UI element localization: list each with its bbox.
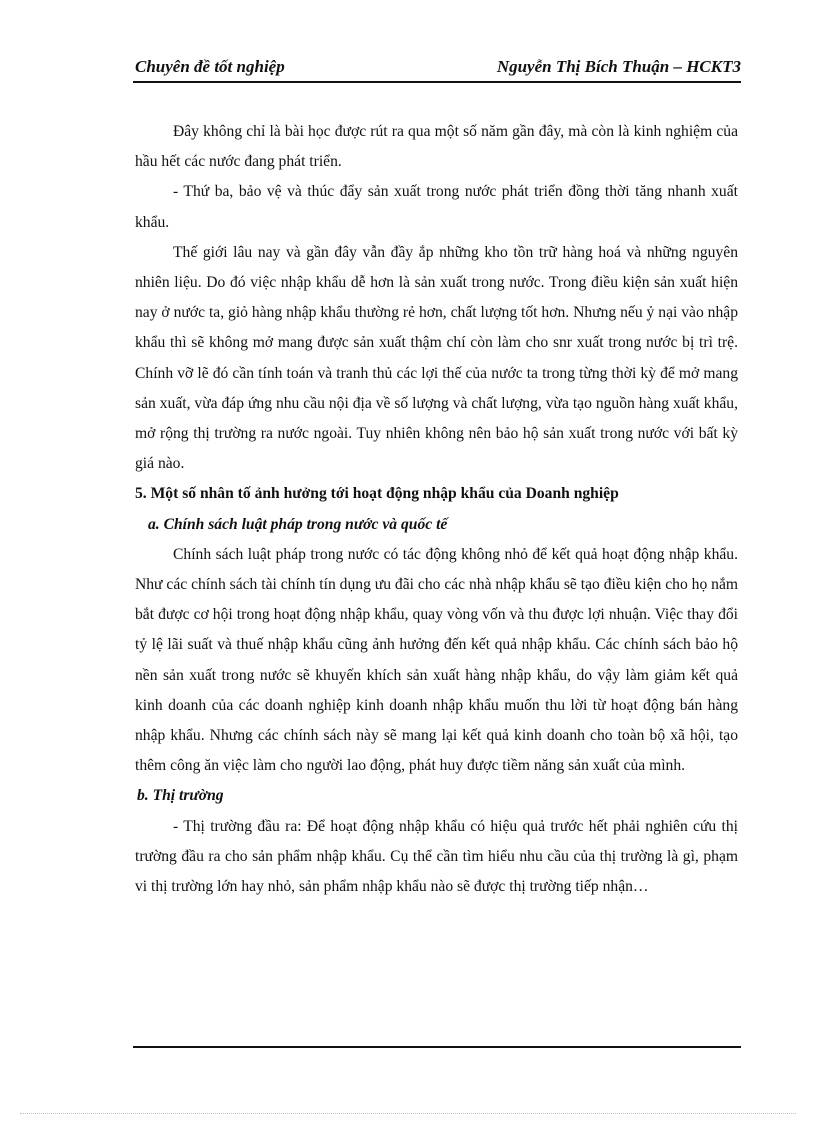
paragraph-3: Thế giới lâu nay và gần đây vẫn đầy ắp những kho tồn trữ hàng hoá và những nguyên nhiên liệu. Do đó việc nhập khẩu dễ hơn là sản xuất trong nước. Trong điều kiện sản xuất hiện nay ở nước ta, giỏ hàng nhập khẩu thường rẻ hơn, chất lượng tốt hơn. Nhưng nếu ỷ nại vào nhập khẩu thì sẽ không mở mang được sản xuất thậm chí còn làm cho snr xuất trong nước bị trì trệ. Chính vỡ lẽ đó cần tính toán và tranh thủ các lợi thế của nước ta trong từng thời kỳ để mở mang sản xuất, vừa đáp ứng nhu cầu nội địa về số lượng và chất lượng, vừa tạo nguồn hàng xuất khẩu, mở rộng thị trường ra nước ngoài. Tuy nhiên không nên bảo hộ sản xuất trong nước với bất kỳ giá nào. [135, 243, 738, 473]
page-bottom-edge [20, 1113, 796, 1114]
page-body [135, 117, 738, 902]
header-title: Chuyên đề tốt nghiệp [135, 57, 285, 76]
paragraph-2: - Thứ ba, bảo vệ và thúc đẩy sản xuất trong nước phát triển đồng thời tăng nhanh xuất khẩu. [135, 183, 738, 231]
paragraph-5: - Thị trường đầu ra: Để hoạt động nhập khẩu có hiệu quả trước hết phải nghiên cứu thị trường đầu ra cho sản phẩm nhập khẩu. Cụ thể cần tìm hiểu nhu cầu của thị trường là gì, phạm vi thị trường lớn hay nhỏ, sản phẩm nhập khẩu nào sẽ được thị trường tiếp nhận… [135, 817, 738, 896]
paragraph-4: Chính sách luật pháp trong nước có tác động không nhỏ để kết quả hoạt động nhập khẩu. Như các chính sách tài chính tín dụng ưu đãi cho các nhà nhập khẩu sẽ tạo điều kiện cho họ nắm bắt được cơ hội trong hoạt động nhập khẩu, quay vòng vốn và thu được lợi nhuận. Việc thay đổi tỷ lệ lãi suất và thuế nhập khẩu cũng ảnh hưởng đến kết quả nhập khẩu. Các chính sách bảo hộ nền sản xuất trong nước sẽ khuyến khích sản xuất hàng nhập khẩu, do vậy làm giảm kết quả kinh doanh của các doanh nghiệp kinh doanh nhập khẩu muốn thu lời từ hoạt động bán hàng nhập khẩu. Nhưng các chính sách này sẽ mang lại kết quả kinh doanh cho toàn bộ xã hội, tạo thêm công ăn việc làm cho người lao động, phát huy được tiềm năng sản xuất của mình. [135, 545, 738, 775]
subsection-heading-b: b. Thị trường [137, 787, 224, 805]
section-heading-5: 5. Một số nhân tố ảnh hưởng tới hoạt động nhập khẩu của Doanh nghiệp [135, 485, 619, 503]
subsection-heading-a: a. Chính sách luật pháp trong nước và quốc tế [148, 515, 448, 533]
paragraph-1: Đây không chỉ là bài học được rút ra qua một số năm gần đây, mà còn là kinh nghiệm của hầu hết các nước đang phát triển. [135, 123, 738, 171]
page-header [133, 55, 741, 83]
footer-rule [133, 1046, 741, 1048]
header-author: Nguyễn Thị Bích Thuận – HCKT3 [496, 57, 741, 76]
